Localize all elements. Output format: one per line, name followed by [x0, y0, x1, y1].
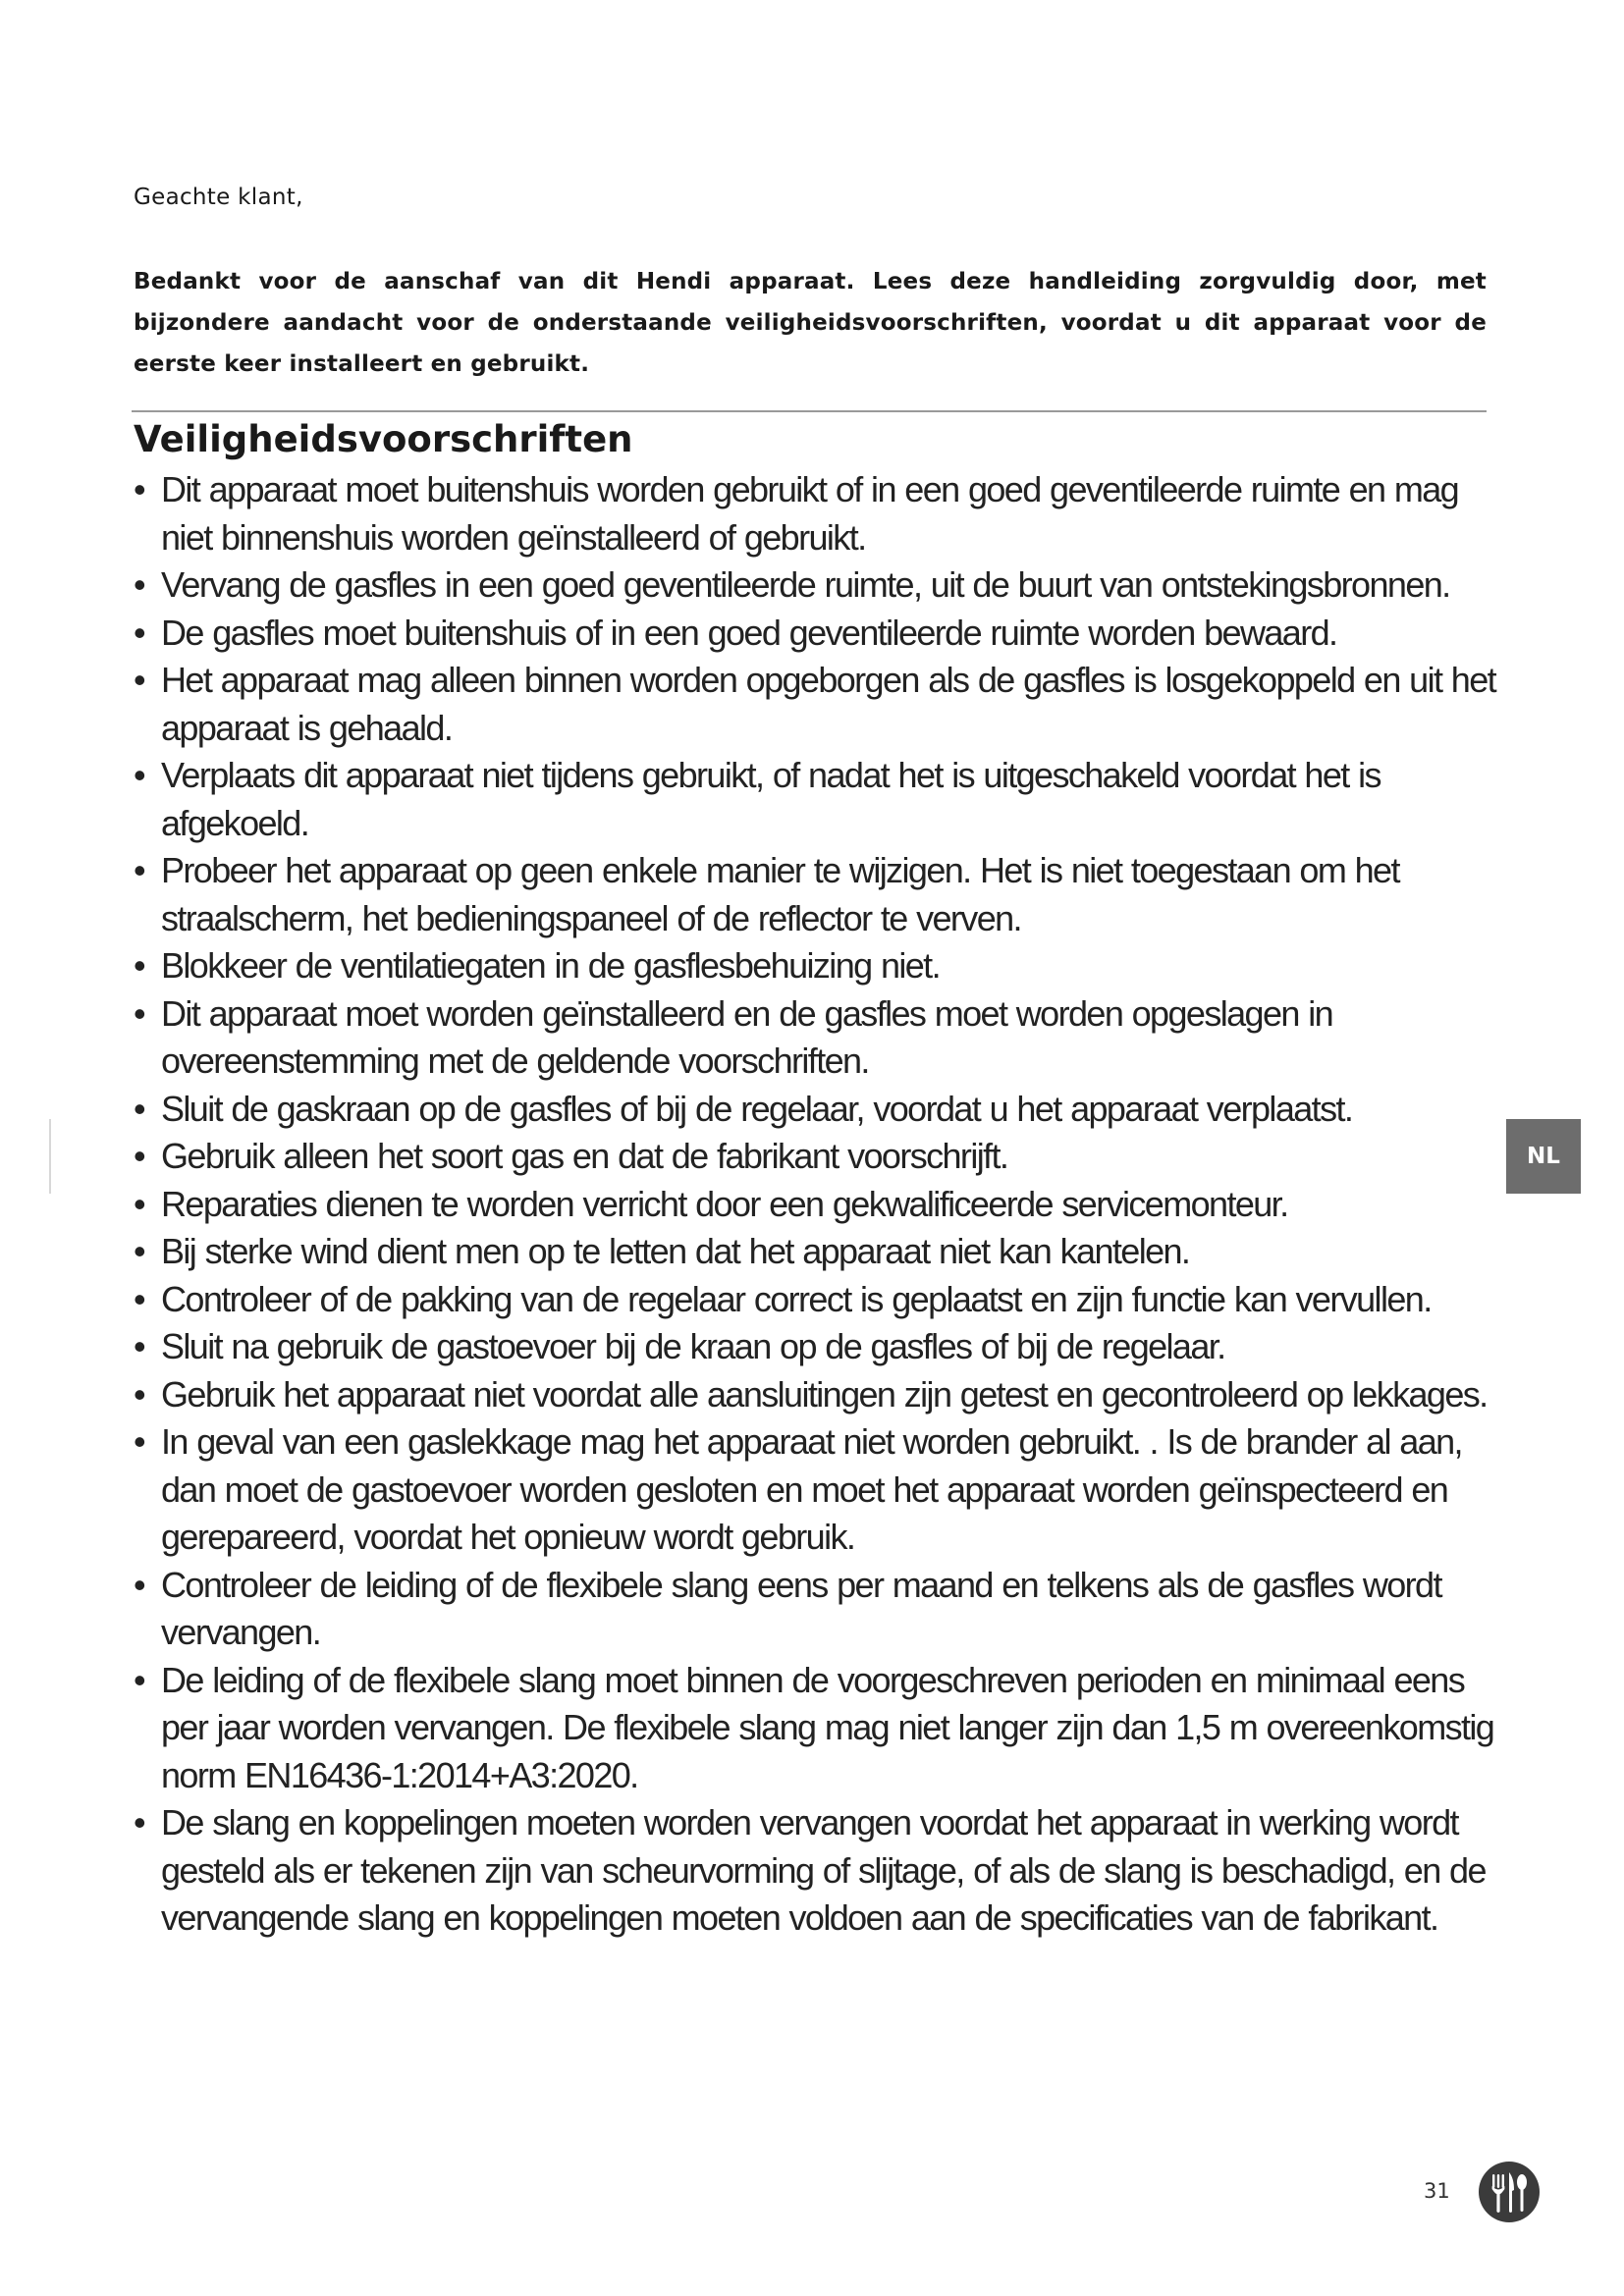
rule-text: Verplaats dit apparaat niet tijdens gebruikt, of nadat het is uitgeschakeld voordat het is afgekoeld.	[161, 755, 1380, 843]
bullet-icon: •	[134, 945, 145, 986]
rule-text: Blokkeer de ventilatiegaten in de gasflesbehuizing niet.	[161, 945, 940, 986]
bullet-icon: •	[134, 1564, 145, 1605]
bullet-icon: •	[134, 612, 145, 653]
cutlery-circle-icon	[1478, 2161, 1541, 2223]
bullet-icon: •	[134, 755, 145, 795]
list-item	[134, 1418, 1503, 1562]
bullet-icon: •	[134, 1136, 145, 1176]
list-item	[134, 1657, 1503, 1800]
list-item	[134, 1276, 1503, 1324]
list-item	[134, 1799, 1503, 1943]
list-item	[134, 1228, 1503, 1276]
rule-text: De slang en koppelingen moeten worden vervangen voordat het apparaat in werking wordt gesteld als er tekenen zijn van scheurvorming of slijtage, of als de slang is beschadigd, en de vervangende slang en koppelingen moeten voldoen aan de specificaties van de fabrikant.	[161, 1802, 1486, 1938]
language-tab	[1506, 1119, 1581, 1194]
list-item	[134, 1181, 1503, 1229]
rule-text: In geval van een gaslekkage mag het apparaat niet worden gebruikt. . Is de brander al aan, dan moet de gastoevoer worden gesloten en moet het apparaat worden geïnspecteerd en gerepareerd, voordat het opnieuw wordt gebruik.	[161, 1421, 1462, 1557]
list-item	[134, 466, 1503, 561]
bullet-icon: •	[134, 1421, 145, 1462]
rule-text: Controleer de leiding of de flexibele slang eens per maand en telkens als de gasfles wordt vervangen.	[161, 1564, 1441, 1652]
rule-text: De gasfles moet buitenshuis of in een goed geventileerde ruimte worden bewaard.	[161, 612, 1337, 653]
list-item	[134, 1562, 1503, 1657]
bullet-icon: •	[134, 1659, 145, 1700]
rule-text: Dit apparaat moet worden geïnstalleerd en de gasfles moet worden opgeslagen in overeenstemming met de geldende voorschriften.	[161, 992, 1333, 1081]
bullet-icon: •	[134, 660, 145, 700]
bullet-icon: •	[134, 1231, 145, 1271]
intro-paragraph: Bedankt voor de aanschaf van dit Hendi apparaat. Lees deze handleiding zorgvuldig door, met bijzondere aandacht voor de onderstaande veiligheidsvoorschriften, voordat u dit apparaat voor de eerste keer installeert en gebruikt.	[134, 269, 1487, 377]
bullet-icon: •	[134, 850, 145, 890]
list-item	[134, 1323, 1503, 1371]
language-label: NL	[1527, 1144, 1560, 1169]
rule-text: Gebruik het apparaat niet voordat alle aansluitingen zijn getest en gecontroleerd op lekkages.	[161, 1373, 1488, 1415]
list-item	[134, 1133, 1503, 1181]
rule-text: Sluit na gebruik de gastoevoer bij de kraan op de gasfles of bij de regelaar.	[161, 1326, 1225, 1366]
page-number: 31	[1424, 2179, 1450, 2203]
list-item	[134, 561, 1503, 610]
rule-text: Dit apparaat moet buitenshuis worden gebruikt of in een goed geventileerde ruimte en mag niet binnenshuis worden geïnstalleerd of gebruikt.	[161, 469, 1459, 558]
list-item	[134, 752, 1503, 847]
rule-text: Bij sterke wind dient men op te letten dat het apparaat niet kan kantelen.	[161, 1231, 1190, 1271]
rule-text: Vervang de gasfles in een goed geventileerde ruimte, uit de buurt van ontstekingsbronnen.	[161, 564, 1450, 605]
bullet-icon: •	[134, 564, 145, 605]
list-item	[134, 1371, 1503, 1419]
rule-text: Sluit de gaskraan op de gasfles of bij de regelaar, voordat u het apparaat verplaatst.	[161, 1088, 1353, 1129]
rule-text: Gebruik alleen het soort gas en dat de fabrikant voorschrijft.	[161, 1136, 1008, 1176]
rule-text: Reparaties dienen te worden verricht door een gekwalificeerde servicemonteur.	[161, 1183, 1288, 1224]
list-item	[134, 610, 1503, 658]
bullet-icon: •	[134, 1278, 145, 1319]
rule-text: De leiding of de flexibele slang moet binnen de voorgeschreven perioden en minimaal eens per jaar worden vervangen. De flexibele slang mag niet langer zijn dan 1,5 m overeenkomstig norm EN16436-1:2014+A3:2020.	[161, 1659, 1494, 1795]
list-item	[134, 990, 1503, 1086]
section-title: Veiligheidsvoorschriften	[134, 418, 633, 460]
bullet-icon: •	[134, 1802, 145, 1842]
list-item	[134, 1086, 1503, 1134]
rule-text: Probeer het apparaat op geen enkele manier te wijzigen. Het is niet toegestaan om het straalscherm, het bedieningspaneel of de reflector te verven.	[161, 850, 1399, 938]
bullet-icon: •	[134, 1373, 145, 1415]
list-item	[134, 942, 1503, 990]
list-item	[134, 657, 1503, 752]
margin-mark	[49, 1119, 51, 1194]
bullet-icon: •	[134, 469, 145, 509]
rule-text: Controleer of de pakking van de regelaar correct is geplaatst en zijn functie kan vervullen.	[161, 1278, 1432, 1319]
bullet-icon: •	[134, 1326, 145, 1366]
rule-text: Het apparaat mag alleen binnen worden opgeborgen als de gasfles is losgekoppeld en uit het apparaat is gehaald.	[161, 660, 1496, 748]
greeting: Geachte klant,	[134, 185, 303, 210]
bullet-icon: •	[134, 992, 145, 1034]
safety-rules-list	[134, 466, 1503, 1943]
list-item	[134, 847, 1503, 942]
bullet-icon: •	[134, 1183, 145, 1224]
bullet-icon: •	[134, 1088, 145, 1129]
